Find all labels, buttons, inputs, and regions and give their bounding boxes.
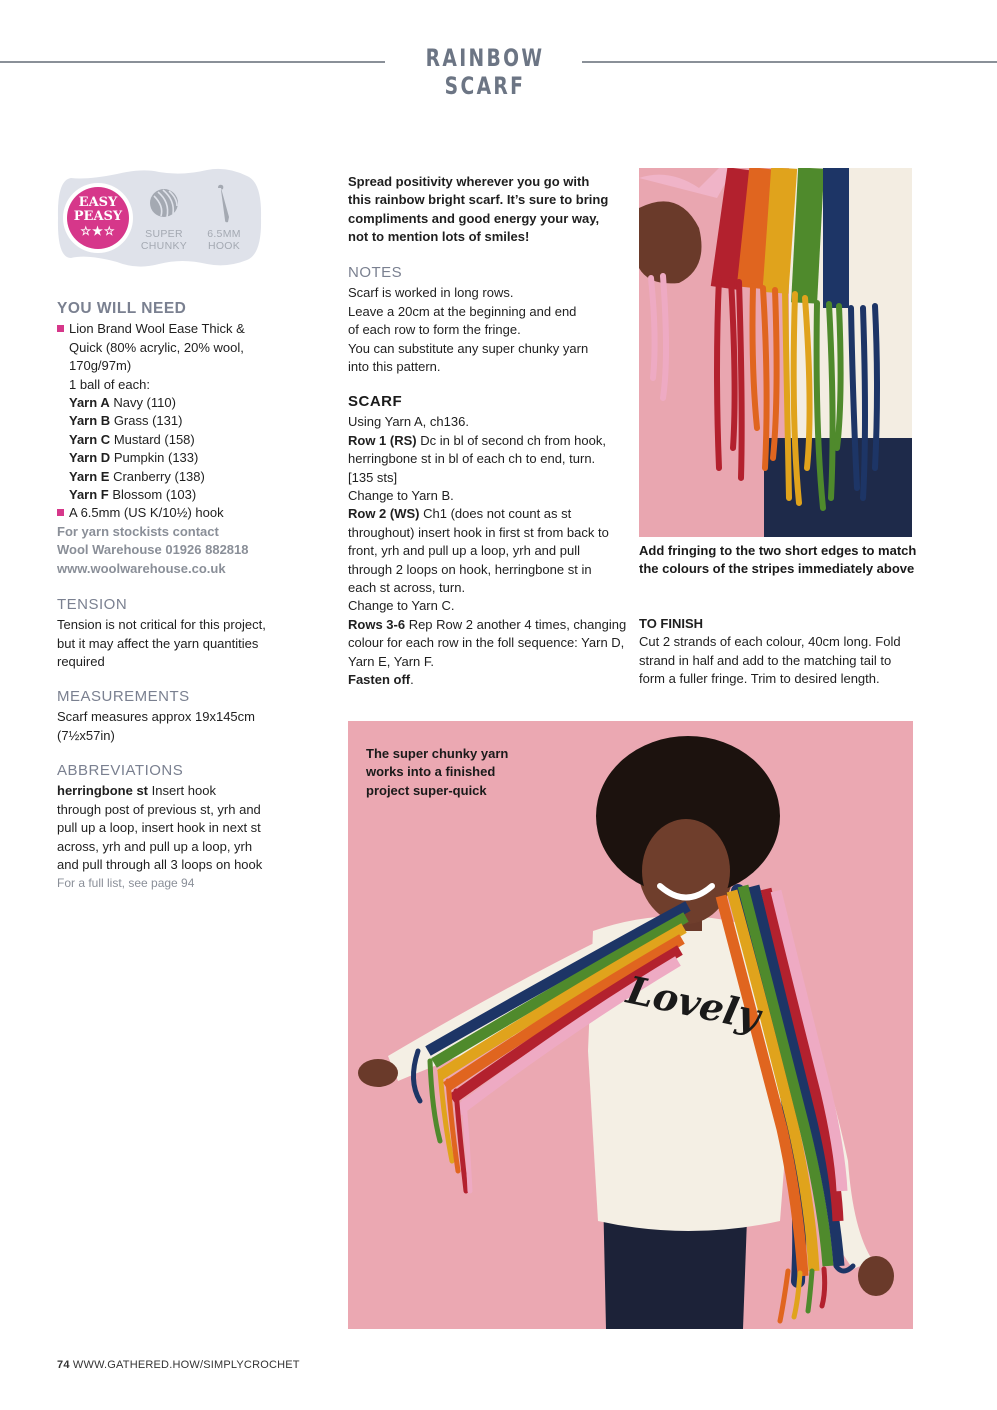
intro-line: not to mention lots of smiles! — [348, 229, 530, 245]
pattern-line — [348, 671, 628, 689]
hook-item-text: A 6.5mm (US K/10½) hook — [69, 505, 224, 521]
notes-line: into this pattern. — [348, 359, 441, 375]
row-label: Row 2 (WS) — [348, 506, 420, 522]
easy-peasy-label — [67, 196, 129, 238]
abbreviation-line — [57, 782, 287, 800]
row-text: . — [410, 672, 414, 688]
measurements-line: (7½x57in) — [57, 727, 115, 743]
notes-line: Leave a 20cm at the beginning and end — [348, 303, 577, 319]
yarn-item-name: Mustard (158) — [113, 431, 195, 447]
finish-line: strand in half and add to the matching tail to — [639, 652, 892, 668]
intro-line: this rainbow bright scarf. It’s sure to bring — [348, 192, 609, 208]
yarn-item — [57, 449, 287, 467]
yarn-item-name: Navy (110) — [113, 395, 176, 411]
yarn-item-name: Cranberry (138) — [113, 468, 205, 484]
yarn-line-2: Quick (80% acrylic, 20% wool, — [69, 339, 244, 355]
tension-line: Tension is not critical for this project, — [57, 617, 266, 633]
hook-size-line2: HOOK — [207, 240, 241, 252]
model-photo — [348, 721, 913, 1329]
row-text: Ch1 (does not count as st — [419, 506, 572, 522]
yarn-item-label: Yarn C — [69, 431, 111, 447]
model-photo-caption — [366, 745, 566, 800]
pattern-line: [135 sts] — [348, 469, 398, 485]
header-rule-right — [582, 61, 997, 63]
pattern-line: Change to Yarn B. — [348, 488, 454, 504]
notes-line: You can substitute any super chunky yarn — [348, 340, 589, 356]
badge-level-line2: PEASY — [73, 209, 123, 224]
pattern-line — [348, 432, 628, 450]
scarf-section — [348, 393, 628, 690]
stockist-line-1: For yarn stockists contact — [57, 523, 219, 539]
abbreviations-section — [57, 762, 287, 893]
caption-line: Add fringing to the two short edges to match — [639, 543, 917, 558]
crochet-hook-icon — [215, 184, 231, 224]
header-rule-left — [0, 61, 385, 63]
caption-line: The super chunky yarn — [366, 746, 509, 761]
pattern-line: colour for each row in the foll sequence: Yarn D, — [348, 635, 625, 651]
yarn-item-label: Yarn E — [69, 468, 110, 484]
notes-line: of each row to form the fringe. — [348, 322, 521, 338]
tension-section — [57, 596, 287, 672]
notes-line: Scarf is worked in long rows. — [348, 285, 514, 301]
footer-url: WWW.GATHERED.HOW/SIMPLYCROCHET — [72, 1359, 300, 1371]
abbreviations-note: For a full list, see page 94 — [57, 876, 195, 891]
yarn-ball-icon — [149, 188, 179, 218]
stockist-phone: Wool Warehouse 01926 882818 — [57, 542, 249, 558]
abbreviation-line: and pull through all 3 loops on hook — [57, 857, 263, 873]
tension-line: required — [57, 654, 105, 670]
yarn-line-1 — [57, 320, 287, 338]
pattern-line — [348, 616, 628, 634]
page-title: RAINBOW SCARF — [425, 44, 545, 100]
tension-line: but it may affect the yarn quantities — [57, 635, 259, 651]
row-label: Rows 3-6 — [348, 616, 406, 632]
pattern-line: Using Yarn A, ch136. — [348, 414, 469, 430]
yarn-item-label: Yarn F — [69, 487, 109, 503]
finish-line: Cut 2 strands of each colour, 40cm long. Fold — [639, 634, 901, 650]
yarn-line-3: 170g/97m) — [69, 358, 132, 374]
bullet-icon — [57, 325, 64, 332]
intro-line: compliments and good energy your way, — [348, 210, 600, 226]
caption-line: the colours of the stripes immediately above — [639, 561, 915, 577]
intro-paragraph — [348, 173, 618, 247]
pattern-line: Change to Yarn C. — [348, 598, 455, 614]
row-text: Dc in bl of second ch from hook, — [416, 432, 606, 448]
shirt-lettering: Lovely — [622, 966, 765, 1039]
yarn-item — [57, 431, 287, 449]
fringe-detail-photo — [639, 168, 912, 537]
hook-item — [57, 504, 287, 522]
badge-stars: ☆★☆ — [80, 224, 116, 238]
abbreviation-text: Insert hook — [148, 783, 216, 799]
yarn-item — [57, 468, 287, 486]
abbreviation-line: across, yrh and pull up a loop, yrh — [57, 838, 253, 854]
yarn-item — [57, 412, 287, 430]
yarn-weight-label — [137, 228, 191, 252]
scarf-heading: SCARF — [348, 393, 403, 410]
hook-size-label — [200, 228, 248, 252]
abbreviation-line: through post of previous st, yrh and — [57, 801, 261, 817]
finish-line: form a fuller fringe. Trim to desired length. — [639, 671, 880, 687]
notes-heading: NOTES — [348, 264, 403, 281]
pattern-line: throughout) insert hook in first st from back to — [348, 524, 609, 540]
measurements-heading: MEASUREMENTS — [57, 688, 190, 705]
page-footer — [57, 1359, 300, 1371]
yarn-item — [57, 394, 287, 412]
yarn-item-name: Blossom (103) — [112, 487, 197, 503]
hook-size-line1: 6.5MM — [207, 228, 241, 240]
yarn-item-name: Grass (131) — [113, 413, 183, 429]
abbreviation-line: pull up a loop, insert hook in next st — [57, 820, 261, 836]
you-will-need-section — [57, 300, 287, 578]
difficulty-badge — [57, 168, 262, 268]
bullet-icon — [57, 509, 64, 516]
pattern-line: Yarn E, Yarn F. — [348, 653, 434, 669]
tension-heading: TENSION — [57, 596, 128, 613]
caption-line: works into a finished — [366, 764, 496, 780]
you-will-need-heading: YOU WILL NEED — [57, 300, 187, 317]
model-illustration — [348, 721, 913, 1329]
row-label: Row 1 (RS) — [348, 432, 417, 448]
yarn-item-label: Yarn D — [69, 450, 111, 466]
page-number: 74 — [57, 1359, 70, 1371]
yarn-item-name: Pumpkin (133) — [113, 450, 199, 466]
pattern-line — [348, 505, 628, 523]
yarn-item — [57, 486, 287, 504]
notes-section — [348, 264, 618, 376]
yarn-weight-line1: SUPER — [145, 228, 183, 240]
pattern-line: herringbone st in bl of each ch to end, turn. — [348, 451, 596, 467]
caption-line: project super-quick — [366, 782, 487, 798]
measurements-line: Scarf measures approx 19x145cm — [57, 709, 255, 725]
measurements-section — [57, 688, 287, 745]
yarn-item-label: Yarn B — [69, 413, 111, 429]
yarn-weight-line2: CHUNKY — [140, 240, 188, 252]
pattern-line: through 2 loops on hook, herringbone st in — [348, 561, 592, 577]
to-finish-heading: TO FINISH — [639, 616, 704, 631]
intro-line: Spread positivity wherever you go with — [348, 174, 590, 189]
abbreviation-term: herringbone st — [57, 783, 149, 799]
row-text: Rep Row 2 another 4 times, changing — [405, 616, 627, 632]
fringe-photo-caption — [639, 542, 929, 579]
to-finish-section — [639, 615, 929, 689]
pattern-line: each st across, turn. — [348, 580, 466, 596]
stockist-website: www.woolwarehouse.co.uk — [57, 560, 226, 576]
yarn-line-1-text: Lion Brand Wool Ease Thick & — [69, 321, 245, 337]
yarn-item-label: Yarn A — [69, 395, 110, 411]
fringe-detail-illustration — [639, 168, 912, 537]
row-label: Fasten off — [348, 672, 411, 688]
abbreviations-heading: ABBREVIATIONS — [57, 762, 184, 779]
ball-line: 1 ball of each: — [69, 376, 150, 392]
badge-level-line1: EASY — [78, 195, 118, 210]
pattern-line: front, yrh and pull up a loop, yrh and pull — [348, 543, 580, 559]
